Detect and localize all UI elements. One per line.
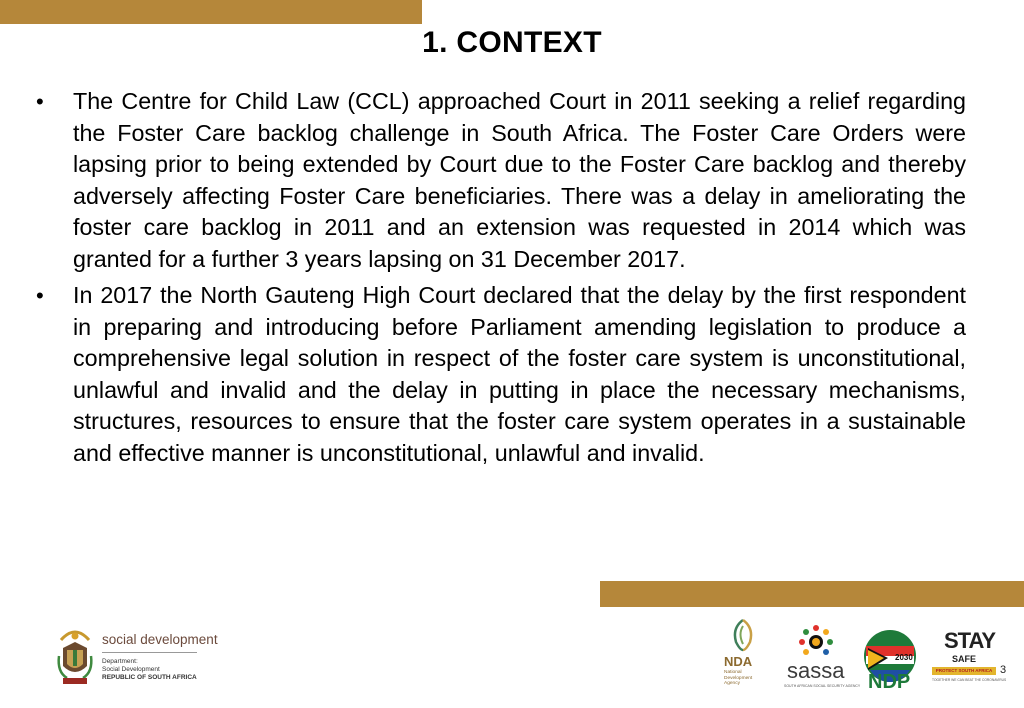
department-line-2: Social Development [102, 666, 160, 673]
ndp-emblem-icon [862, 628, 918, 690]
nda-sub-2: Development [724, 675, 753, 681]
stay-safe-subtitle: SAFE [952, 654, 977, 664]
bullet-text: In 2017 the North Gauteng High Court declared that the delay by the first respondent in preparing and introducing before Parliament amending legislation to produce a comprehensive legal solution in respect of the foster care system is unconstitutional, unlawful and invalid and the delay in putting in place the necessary mechanisms, structures, resources to ensure that the foster care system operates in a sustainable and effective manner is unconstitutional, unlawful and invalid. [73, 282, 966, 466]
department-line-1: Department: [102, 658, 138, 665]
bottom-accent-bar [600, 581, 1024, 607]
nda-sub-1: National [724, 670, 742, 675]
nda-name: NDA [724, 654, 753, 669]
bullet-list [36, 86, 966, 474]
stay-safe-logo [930, 628, 1007, 690]
slide-title: 1. CONTEXT [422, 26, 602, 59]
bullet-item [36, 86, 966, 275]
sassa-name: sassa [787, 658, 845, 683]
department-line-3: REPUBLIC OF SOUTH AFRICA [102, 674, 197, 681]
nda-logo [720, 618, 766, 690]
sassa-logo [784, 622, 861, 692]
stay-safe-tagline: PROTECT SOUTH AFRICA [932, 667, 996, 675]
department-divider [102, 652, 197, 653]
stay-safe-title: STAY [944, 628, 996, 653]
bullet-dot: • [36, 89, 44, 114]
bullet-item [36, 280, 966, 469]
top-accent-bar [0, 0, 422, 24]
social-development-logo [55, 626, 218, 690]
department-details [102, 658, 197, 682]
bullet-dot: • [36, 283, 44, 308]
page-number: 3 [1000, 664, 1007, 676]
nda-sub-3: Agency [724, 681, 740, 686]
nda-leaf-icon [724, 618, 762, 652]
bullet-text: The Centre for Child Law (CCL) approached Court in 2011 seeking a relief regarding the Foster Care backlog challenge in South Africa. The Foster Care Orders were lapsing prior to being extended by Court due to the Foster Care backlog and thereby adversely affecting Foster Care beneficiaries. There was a delay in ameliorating the foster care backlog in 2011 and an extension was requested in 2014 which was granted for a further 3 years lapsing on 31 December 2017. [73, 88, 966, 272]
department-name: social development [102, 632, 218, 647]
ndp-2030-logo [862, 628, 918, 690]
ndp-name: NDP [868, 671, 911, 690]
stay-safe-caption: TOGETHER WE CAN BEAT THE CORONAVIRUS [932, 678, 1007, 682]
nda-subtitle [724, 670, 752, 687]
sassa-burst-icon [796, 622, 836, 662]
coat-of-arms-icon [55, 626, 95, 690]
sassa-subtitle: SOUTH AFRICAN SOCIAL SECURITY AGENCY [784, 684, 861, 688]
ndp-year: 2030 [895, 653, 913, 662]
